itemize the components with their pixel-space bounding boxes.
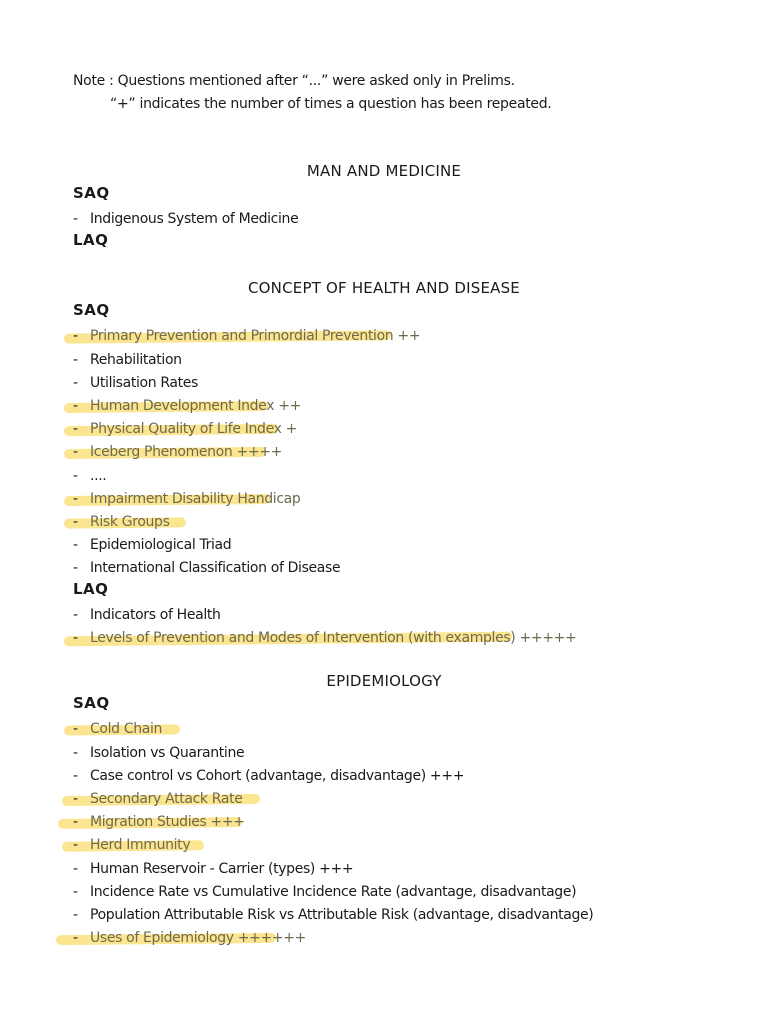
list-item-text: Physical Quality of Life Index +: [90, 421, 298, 438]
bullet-dash: -: [73, 606, 78, 623]
list-item-text: International Classification of Disease: [90, 560, 341, 577]
list-item-text: Risk Groups: [90, 514, 170, 530]
list-item-text: Isolation vs Quarantine: [90, 744, 245, 761]
list-item-text: ....: [90, 467, 107, 484]
list-item: [73, 904, 593, 927]
bullet-dash: -: [73, 537, 78, 554]
list-item: [73, 927, 306, 950]
bullet-dash: -: [73, 837, 78, 854]
group-heading-laq: LAQ: [73, 230, 109, 249]
section-title: CONCEPT OF HEALTH AND DISEASE: [248, 279, 520, 297]
list-item: [73, 372, 198, 395]
bullet-dash: -: [73, 907, 78, 923]
list-item-text: Indigenous System of Medicine: [90, 211, 299, 228]
bullet-dash: -: [73, 490, 78, 507]
list-item-text: Iceberg Phenomenon ++++: [90, 444, 283, 461]
list-item-text: Impairment Disability Handicap: [90, 490, 301, 507]
list-item-text: Uses of Epidemiology ++++++: [90, 930, 307, 947]
list-item: [73, 488, 300, 511]
list-item: [73, 418, 297, 441]
bullet-dash: -: [73, 814, 78, 831]
list-item: [73, 349, 182, 372]
section-title: MAN AND MEDICINE: [306, 162, 462, 180]
list-item-text: Secondary Attack Rate: [90, 791, 243, 807]
bullet-dash: -: [73, 930, 78, 947]
bullet-dash: -: [73, 421, 78, 438]
list-item: [73, 325, 420, 348]
list-item-text: Population Attributable Risk vs Attributable Risk (advantage, disadvantage): [90, 907, 594, 923]
list-item: [73, 858, 353, 881]
group-heading-saq: SAQ: [73, 694, 110, 713]
bullet-dash: -: [73, 467, 78, 484]
list-item-text: Migration Studies +++: [90, 814, 245, 831]
list-item-text: Utilisation Rates: [90, 374, 198, 391]
list-item: [73, 834, 190, 857]
list-item: [73, 788, 243, 811]
list-item: [73, 465, 106, 488]
list-item-text: Levels of Prevention and Modes of Intervention (with examples) +++++: [90, 630, 577, 646]
list-item: [73, 208, 298, 231]
bullet-dash: -: [73, 444, 78, 461]
list-item: [73, 765, 464, 788]
list-item-text: Case control vs Cohort (advantage, disadvantage) +++: [90, 767, 465, 784]
bullet-dash: -: [73, 514, 78, 530]
group-heading-saq: SAQ: [73, 184, 110, 203]
note-line-2: “+” indicates the number of times a question has been repeated.: [110, 96, 552, 112]
list-item-text: Indicators of Health: [90, 606, 221, 623]
list-item: [73, 511, 170, 534]
bullet-dash: -: [73, 560, 78, 577]
list-item-text: Cold Chain: [90, 721, 163, 738]
list-item: [73, 395, 301, 418]
bullet-dash: -: [73, 211, 78, 228]
bullet-dash: -: [73, 744, 78, 761]
bullet-dash: -: [73, 351, 78, 368]
bullet-dash: -: [73, 721, 78, 738]
list-item: [73, 881, 576, 904]
note-line-1: Note : Questions mentioned after “...” were asked only in Prelims.: [73, 73, 515, 89]
list-item-text: Herd Immunity: [90, 837, 191, 854]
list-item-text: Epidemiological Triad: [90, 537, 232, 554]
list-item-text: Human Development Index ++: [90, 398, 301, 414]
list-item-text: Human Reservoir - Carrier (types) +++: [90, 860, 354, 877]
list-item: [73, 718, 162, 741]
group-heading-saq: SAQ: [73, 301, 110, 320]
list-item-text: Incidence Rate vs Cumulative Incidence Rate (advantage, disadvantage): [90, 883, 577, 900]
bullet-dash: -: [73, 374, 78, 391]
bullet-dash: -: [73, 630, 78, 646]
note-block: [73, 70, 551, 116]
section-title: EPIDEMIOLOGY: [326, 672, 442, 690]
list-item-text: Primary Prevention and Primordial Prevention ++: [90, 328, 421, 345]
bullet-dash: -: [73, 328, 78, 345]
group-heading-laq: LAQ: [73, 579, 109, 598]
bullet-dash: -: [73, 767, 78, 784]
list-item: [73, 742, 244, 765]
list-item: [73, 441, 282, 464]
list-item: [73, 604, 221, 627]
bullet-dash: -: [73, 791, 78, 807]
list-item-text: Rehabilitation: [90, 351, 182, 368]
list-item: [73, 811, 245, 834]
list-item: [73, 557, 340, 580]
bullet-dash: -: [73, 860, 78, 877]
bullet-dash: -: [73, 883, 78, 900]
list-item: [73, 534, 231, 557]
list-item: [73, 627, 576, 650]
bullet-dash: -: [73, 398, 78, 414]
